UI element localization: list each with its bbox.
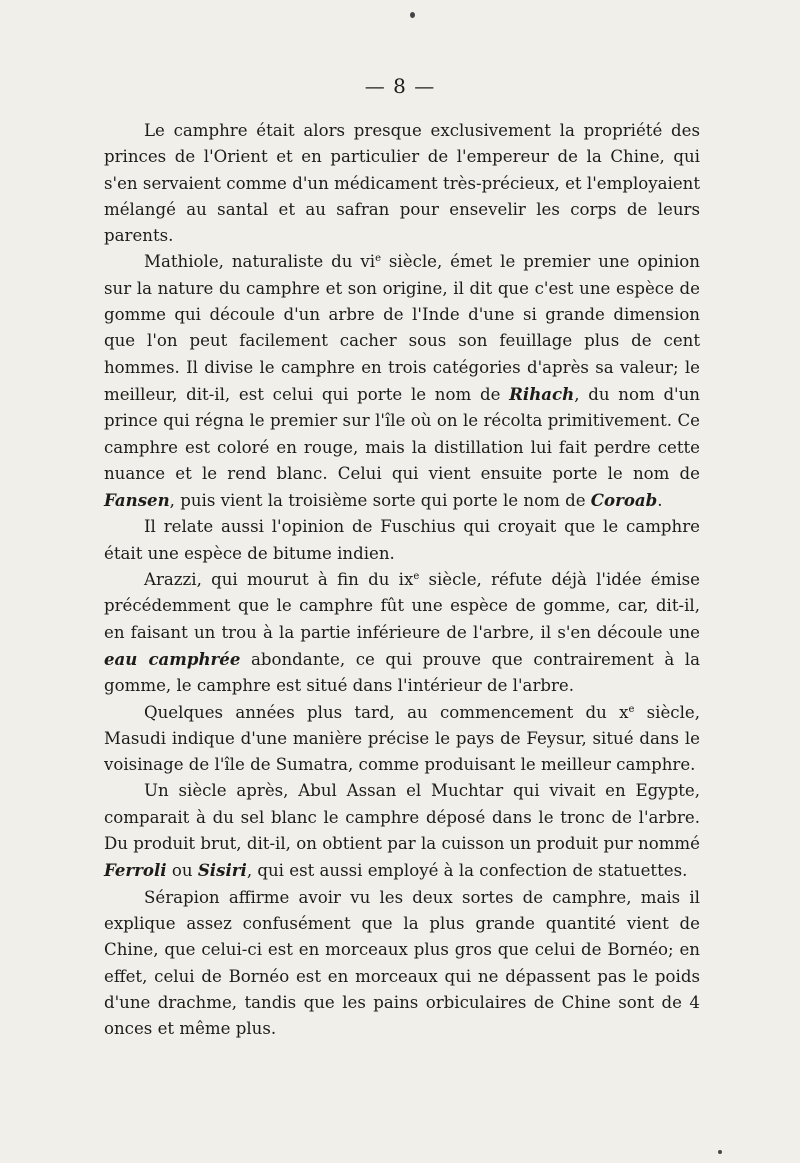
paragraph: [104, 249, 700, 514]
italic-term: Sisiri: [197, 860, 247, 881]
paragraph: [104, 567, 700, 699]
body-text: [104, 118, 700, 1042]
text-run: Quelques années plus tard, au commencement du x: [144, 702, 629, 722]
paragraph: [104, 118, 700, 249]
text-run: siècle, émet le premier une opinion sur la nature du camphre et son origine, il dit que c'est une espèce de gomme qui découle d'un arbre de l'Inde d'une si grande dimension que l'on peut facilement cacher sous son feuillage plus de cent hommes. Il divise le camphre en trois catégories d'après sa valeur; le meilleur, dit-il, est celui qui porte le nom de: [104, 252, 700, 404]
ordinal-superscript: e: [413, 571, 420, 583]
text-run: , qui est aussi employé à la confection de statuettes.: [246, 861, 688, 881]
paragraph: [104, 514, 700, 567]
ordinal-superscript: e: [628, 703, 635, 715]
text-run: abondante, ce qui prouve que contrairement à la gomme, le camphre est situé dans l'intérieur de l'arbre.: [104, 649, 701, 696]
text-run: Il relate aussi l'opinion de Fuschius qui croyait que le camphre était une espèce de bitume indien.: [104, 517, 700, 563]
text-run: Sérapion affirme avoir vu les deux sortes de camphre, mais il explique assez confusément que la plus grande quantité vient de Chine, que celui-ci est en morceaux plus gros que celui de Bornéo; en effet, celui de Bornéo est en morceaux qui ne dépassent pas le poids d'une drachme, tandis que les pains orbiculaires de Chine sont de 4 onces et même plus.: [104, 887, 700, 1039]
ink-speck: [410, 12, 415, 18]
text-run: Un siècle après, Abul Assan el Muchtar qui vivait en Egypte, comparait à du sel blanc le camphre déposé dans le tronc de l'arbre. Du produit brut, dit-il, on obtient par la cuisson un produit pur nommé: [104, 781, 700, 854]
italic-term: Rihach: [509, 383, 575, 404]
paragraph: [104, 700, 700, 779]
paragraph: [104, 885, 700, 1043]
italic-term: eau camphrée: [104, 648, 241, 669]
paragraph: [104, 778, 700, 884]
text-run: Arazzi, qui mourut à fin du ix: [144, 570, 414, 590]
text-run: , puis vient la troisième sorte qui porte le nom de: [169, 491, 591, 511]
text-run: siècle, réfute déjà l'idée émise précédemment que le camphre fût une espèce de gomme, car, dit-il, en faisant un trou à la partie inférieure de l'arbre, il s'en découle une: [104, 570, 700, 642]
italic-term: Ferroli: [104, 860, 167, 881]
text-run: ou: [166, 861, 198, 881]
text-run: Mathiole, naturaliste du vi: [144, 252, 376, 272]
ink-speck: [718, 1150, 722, 1154]
text-run: , du nom d'un prince qui régna le premier sur l'île où on le récolta primitivement. Ce camphre est coloré en rouge, mais la distillation lui fait perdre cette nuance et le rend blanc. Celui qui vient ensuite porte le nom de: [104, 384, 700, 483]
ordinal-superscript: e: [375, 253, 381, 265]
text-run: siècle, Masudi indique d'une manière précise le pays de Feysur, situé dans le voisinage de l'île de Sumatra, comme produisant le meilleur camphre.: [104, 702, 700, 775]
italic-term: Coroab: [590, 490, 658, 511]
italic-term: Fansen: [104, 490, 170, 511]
page-number: — 8 —: [364, 74, 436, 98]
text-run: Le camphre était alors presque exclusivement la propriété des princes de l'Orient et en particulier de l'empereur de la Chine, qui s'en servaient comme d'un médicament très-précieux, et l'employaient mélangé au santal et au safran pour ensevelir les corps de leurs parents.: [104, 121, 700, 246]
text-run: .: [657, 491, 663, 511]
